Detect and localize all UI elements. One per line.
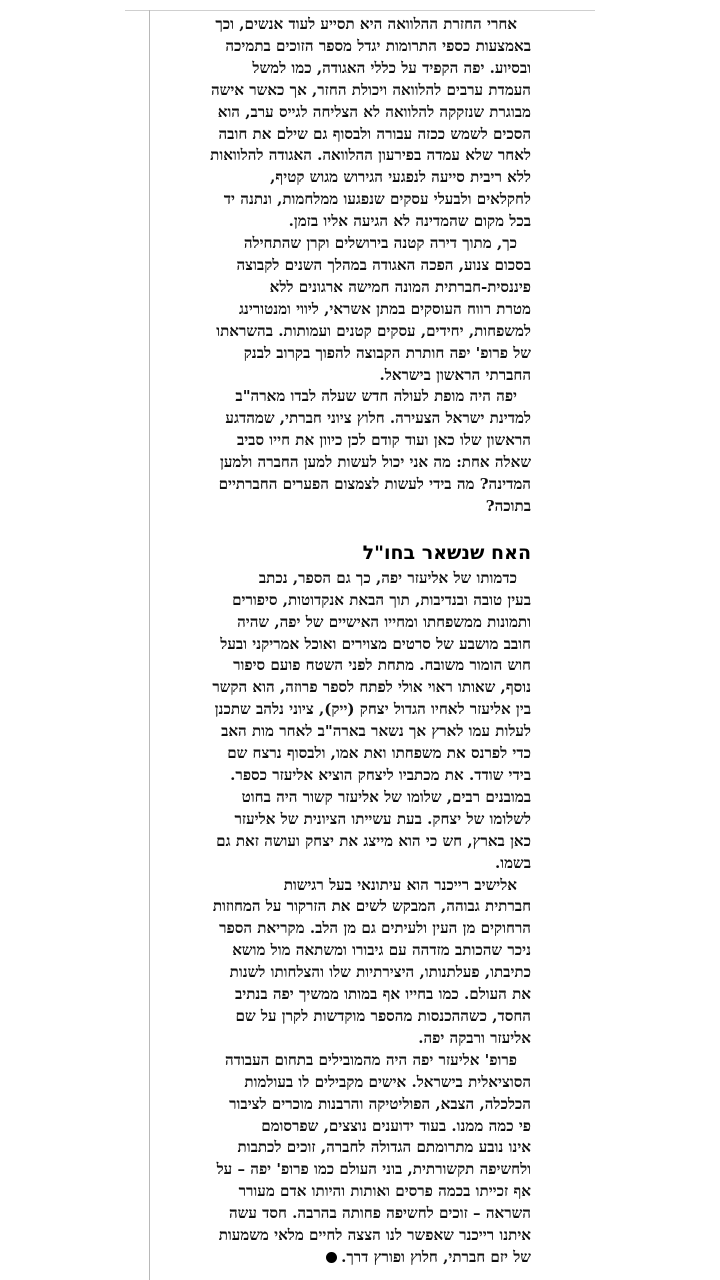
text-line: חברתית גבוהה, המבקש לשים את הזרקור על המחוזות: [212, 897, 531, 916]
text-line: ובסיוע. יפה הקפיד על כללי האגודה, כמו למשל: [252, 58, 531, 77]
text-line: בשמו.: [494, 853, 531, 872]
text-line: לחקלאים ולבעלי עסקים שנפגעו ממלחמות, ונתנה יד: [223, 190, 531, 209]
end-of-article-bullet-icon: [326, 1252, 337, 1263]
text-line: כדמותו של אליעזר יפה, כך גם הספר, נכתב: [258, 568, 517, 587]
article-section-body: [189, 568, 531, 1269]
text-line: ולחשיפה תקשורתית, בוני העולם כמו פרופ' יפה – על: [216, 1160, 531, 1179]
text-line: הסוציאלית בישראל. אישים מקבילים לו בעולמות: [244, 1072, 531, 1091]
text-line: ללא ריבית סייעה לנפגעי הגירוש מגוש קטיף,: [270, 168, 531, 187]
text-line: מבוגרת שנזקקה להלוואה לא הצליחה לגייס ערב, הוא: [217, 102, 531, 121]
text-line: השראה – זוכים לחשיפה פחותה בהרבה. חסד עשה: [228, 1204, 531, 1223]
text-line: הראשון שלו כאן ועוד קודם לכן כיוון את חייו סביב: [236, 431, 531, 450]
section-heading: האח שנשאר בחו"ל: [362, 541, 531, 564]
text-line: בעין טובה ובנדיבות, תוך הבאת אנקדוטות, סיפורים: [232, 590, 531, 609]
paragraph: [189, 568, 531, 875]
text-line: אלישיב רייכנר הוא עיתונאי בעל רגישות: [283, 875, 517, 894]
text-line: פי כמה ממנו. בעוד ידוענים נוצצים, שפרסומם: [261, 1116, 531, 1135]
text-line: של יזם חברתי, חלוץ ופורץ דרך.: [189, 1247, 531, 1269]
text-line: כדי לפרנס את משפחתו ואת אמו, ולבסוף נרצח שם: [227, 744, 531, 763]
text-line: הכלכלה, הצבא, הפוליטיקה והרבנות מוכרים לציבור: [229, 1094, 531, 1113]
top-rule: [125, 10, 595, 11]
text-line: החסד, כשההכנסות מהספר מוקדשות לקרן על שם: [235, 1006, 531, 1025]
text-line: החברתי הראשון בישראל.: [379, 365, 531, 384]
paragraph: [189, 14, 531, 233]
text-line: ותמונות ממשפחתו ומחייו האישיים של יפה, שהיה: [237, 612, 531, 631]
text-line: פיננסית-חברתית המונה חמישה ארגונים ללא: [269, 277, 531, 296]
text-line: שאלה אחת: מה אני יכול לעשות למען החברה ולמען: [220, 453, 531, 472]
paragraph: [189, 386, 531, 517]
text-line: של פרופ' יפה חותרת הקבוצה להפוך בקרוב לבנק: [243, 343, 531, 362]
text-line: באמצעות כספי התרומות יגדל מספר הזוכים בתמיכה: [225, 36, 531, 55]
text-line: אחרי החזרת ההלוואה היא תסייע לעוד אנשים, וכך: [215, 15, 517, 33]
text-line: בתוכה?: [485, 496, 531, 515]
paragraph: [189, 1050, 531, 1269]
text-line: אליעזר ורבקה יפה.: [418, 1028, 531, 1047]
text-line: מטרת רווח העוסקים במתן אשראי, ליווי ומנטורינג: [238, 299, 531, 318]
text-line: כך, מתוך דירה קטנה בירושלים וקרן שהתחילה: [243, 234, 517, 253]
text-line: העמדת ערבים להלוואה ויכולת החזר, אך כאשר אישה: [210, 80, 531, 99]
text-line: חוש הומור משובח. מתחת לפני השטח פועם סיפור: [233, 656, 531, 675]
article-column: [189, 14, 531, 1269]
text-line: פרופ' אליעזר יפה היה מהמובילים בתחום העבודה: [225, 1050, 517, 1069]
text-line: יפה היה מופת לעולה חדש שעלה לבדו מארה"ב: [235, 387, 517, 406]
column-rule: [149, 10, 150, 1280]
paragraph: [189, 233, 531, 386]
text-line: במובנים רבים, שלומו של אליעזר קשור היה בחוט: [241, 787, 531, 806]
text-line: ניכר שהכותב מזדהה עם גיבורו ומשתאה מול מושא: [232, 941, 531, 960]
text-line: בכל מקום שהמדינה לא הגיעה אליו בזמן.: [288, 212, 531, 231]
text-line: איתנו רייכנר שאפשר לנו הצצה לחיים מלאי משמעות: [218, 1226, 531, 1245]
text-line: לשלומו של יצחק. בעת עשייתו הציונית של אליעזר: [234, 809, 531, 828]
text-line: נוסף, שאותו ראוי אולי לפתח לספר פרוזה, הוא הקשר: [212, 678, 531, 697]
text-line: כתיבתו, פעלתנותו, היצירתיות שלו והצלחותו לשנות: [229, 963, 531, 982]
text-line: אינו נובע מתרומתם הגדולה לחברה, זוכים לכתבות: [237, 1138, 531, 1157]
text-line: בסכום צנוע, הפכה האגודה במהלך השנים לקבוצה: [236, 255, 531, 274]
text-line: לעלות עמו לארץ אך נשאר בארה"ב לאחר מות האב: [221, 722, 531, 741]
paragraph: [189, 875, 531, 1050]
article-intro: [189, 14, 531, 518]
text-line: למשפחות, יחידים, עסקים קטנים ועמותות. בהשראתו: [216, 321, 531, 340]
text-line: אף זכייתו בכמה פרסים ואותות והיותו אדם מעורר: [238, 1182, 531, 1201]
text-line: למדינת ישראל הצעירה. חלוץ ציוני חברתי, שמהדגע: [225, 409, 531, 428]
text-line: כאן בארץ, חש כי הוא מייצג את יצחק ועושה זאת גם: [216, 831, 531, 850]
text-line: הסכים לשמש ככזה עבורה ולבסוף גם שילם את חובה: [218, 124, 531, 143]
text-line: לאחר שלא עמדה בפירעון ההלוואה. האגודה להלוואות: [210, 146, 531, 165]
text-line: את העולם. כמו בחייו אף במותו ממשיך יפה בנתיב: [234, 985, 531, 1004]
text-line: בין אליעזר לאחיו הגדול יצחק (ייק), ציוני נלהב שתכנן: [214, 700, 531, 719]
text-line: המדינה? מה בידי לעשות לצמצום הפערים החברתיים: [218, 475, 531, 494]
text-line: הרחוקים מן העין ולעיתים גם מן הלב. מקריאת הספר: [219, 919, 531, 938]
text-line: חובב מושבע של סרטים מצוירים ואוכל אמריקני ובעל: [220, 634, 531, 653]
text-line: בידי שודד. את מכתביו ליצחק הוציא אליעזר כספר.: [230, 766, 531, 784]
